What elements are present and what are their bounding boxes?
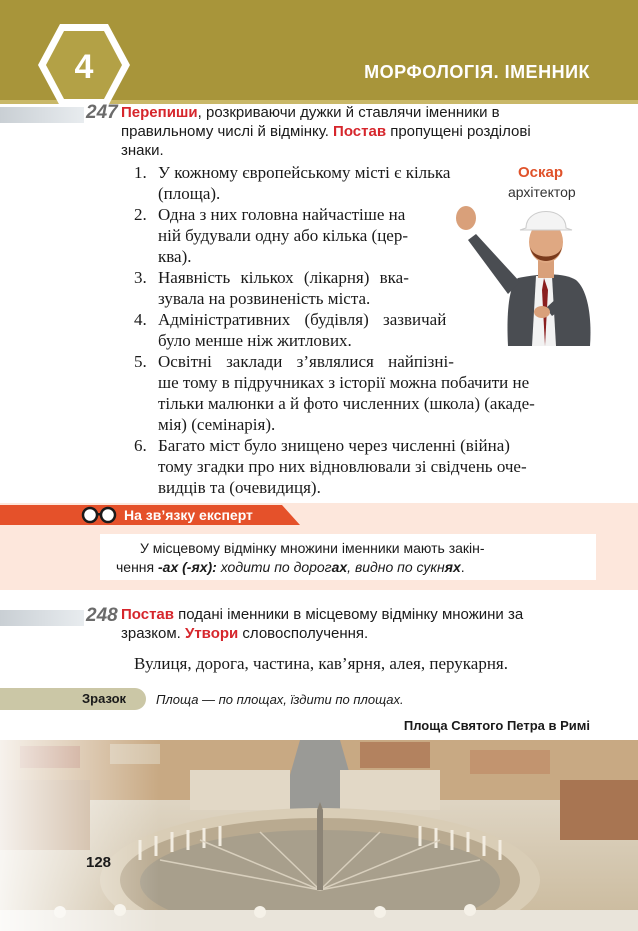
- st-peters-square-photo: [0, 740, 638, 931]
- exercise-number-248: 248: [86, 605, 118, 626]
- chapter-number-hexagon: [36, 22, 132, 108]
- chapter-title: МОРФОЛОГІЯ. ІМЕННИК: [364, 62, 590, 82]
- exercise-247-instruction: Перепиши, розкриваючи дужки й ставлячи іменники в правильному числі й відмінку. Постав пропущені розділові знаки.: [121, 104, 531, 159]
- glasses-icon: [80, 506, 118, 524]
- page-number: 128: [86, 854, 112, 871]
- architect-illustration: [448, 198, 596, 346]
- exercise-tab-248: [0, 610, 84, 626]
- exercise-number-247: 247: [86, 102, 118, 123]
- exercise-248-instruction: Постав подані іменники в місцевому відмінку множини за зразком. Утвори словосполучення.: [121, 606, 524, 642]
- expert-note-text: У місцевому відмінку множини іменники мають закін- чення -ах (-ях): ходити по дорогах, видно по сукнях.: [116, 540, 485, 575]
- expert-label: На зв’язку експерт: [124, 507, 253, 523]
- exercise-248-words: Вулиця, дорога, частина, кав’ярня, алея, перукарня.: [134, 654, 508, 673]
- example-label: Зразок: [82, 691, 127, 706]
- example-text: Площа — по площах, їздити по площах.: [156, 692, 404, 707]
- photo-caption: Площа Святого Петра в Римі: [403, 718, 590, 733]
- instruction-verb: Перепиши: [121, 104, 198, 121]
- chapter-number: 4: [74, 48, 94, 86]
- exercise-tab-247: [0, 107, 84, 123]
- exercise-247-list: 1. У кожному європейському місті є кілька (площа). 2. Одна з них головна найчастіше на ній будували одну або кілька (цер- ква). 3. Наявність кількох (лікарня) вка- зувала на розвиненість міста. 4. Адміністративних (будівля) зазвичай було менше ніж житлових. 5. Освітні заклади з’являлися найпізні- ше тому в підручниках з історії можна побачити не тільки малюнки а й фото численних (школа) (акаде- мія) (семінарія). 6. Багато міст було знищено через численні (війна) тому згадки про них відновлювали зі свідчень оче- видців та (очевидиця).: [134, 163, 535, 497]
- character-role: архітектор: [508, 184, 576, 200]
- character-name: Оскар: [518, 164, 564, 181]
- instruction-verb: Постав: [333, 123, 387, 140]
